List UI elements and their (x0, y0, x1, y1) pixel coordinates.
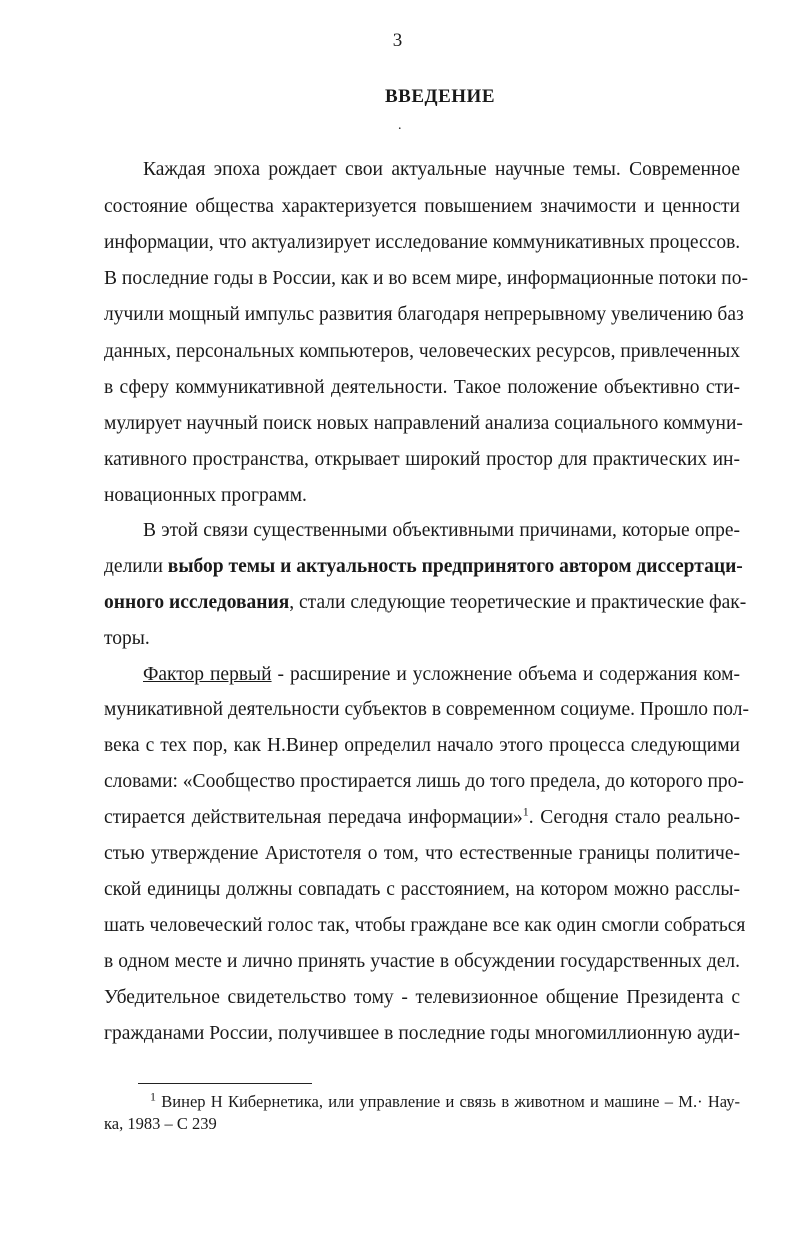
footnote-line (150, 1091, 740, 1113)
paragraph-line: состояние общества характеризуется повышением значимости и ценности (104, 196, 740, 217)
paragraph-line (143, 662, 740, 688)
plain-text: делили (104, 556, 168, 577)
footnote-separator (138, 1083, 312, 1084)
footnote-mark: 1 (150, 1089, 156, 1104)
paragraph-line: Убедительное свидетельство тому - телевизионное общение Президента с (104, 987, 740, 1008)
paragraph-line: муникативной деятельности субъектов в современном социуме. Прошло пол- (104, 699, 750, 720)
paragraph-line: В этой связи существенными объективными причинами, которые опре- (143, 520, 740, 541)
paragraph-line: стью утверждение Аристотеля о том, что естественные границы политиче- (104, 843, 740, 864)
footnote-text: Винер Н Кибернетика, или управление и связь в животном и машине – М.· Нау- (156, 1092, 740, 1111)
plain-text: , стали следующие теоретические и практические фак- (289, 592, 747, 613)
plain-text: стирается действительная передача информации» (104, 807, 523, 828)
footnote-line: ка, 1983 – С 239 (104, 1114, 217, 1133)
paragraph-line: данных, персональных компьютеров, человеческих ресурсов, привлеченных (104, 341, 740, 362)
paragraph-line: В последние годы в России, как и во всем мире, информационные потоки по- (104, 268, 748, 289)
paragraph-line (104, 554, 743, 580)
paragraph-line: лучили мощный импульс развития благодаря непрерывному увеличению баз (104, 304, 744, 325)
paragraph-line: кативного пространства, открывает широкий простор для практических ин- (104, 449, 740, 470)
stray-dot: . (398, 118, 402, 133)
paragraph-line (104, 805, 740, 831)
paragraph-line: в одном месте и лично принять участие в обсуждении государственных дел. (104, 951, 740, 972)
paragraph-line: словами: «Сообщество простирается лишь до того предела, до которого про- (104, 771, 744, 792)
paragraph-line: новационных программ. (104, 485, 307, 506)
page-number: 3 (392, 30, 403, 51)
paragraph-line: шать человеческий голос так, чтобы граждане все как один смогли собраться (104, 915, 746, 936)
footnote-ref: 1 (522, 804, 529, 819)
plain-text: . Сегодня стало реально- (528, 807, 741, 828)
paragraph-line (104, 590, 747, 616)
paragraph-line: гражданами России, получившее в последние годы многомиллионную ауди- (104, 1023, 740, 1044)
paragraph-line: века с тех пор, как Н.Винер определил начало этого процесса следующими (104, 735, 740, 756)
plain-text: - расширение и усложнение объема и содержания ком- (271, 664, 740, 685)
underlined-text: Фактор первый (143, 664, 272, 685)
paragraph-line: информации, что актуализирует исследование коммуникативных процессов. (104, 232, 741, 253)
paragraph-line: ской единицы должны совпадать с расстоянием, на котором можно расслы- (104, 879, 740, 900)
bold-text: онного исследования (104, 592, 290, 613)
paragraph-line: в сферу коммуникативной деятельности. Такое положение объективно сти- (104, 377, 740, 398)
section-heading: ВВЕДЕНИЕ (385, 86, 495, 107)
paragraph-line: торы. (104, 628, 150, 649)
paragraph-line: мулирует научный поиск новых направлений анализа социального коммуни- (104, 413, 743, 434)
paragraph-line: Каждая эпоха рождает свои актуальные научные темы. Современное (143, 159, 740, 180)
bold-text: выбор темы и актуальность предпринятого автором диссертаци- (167, 556, 743, 577)
